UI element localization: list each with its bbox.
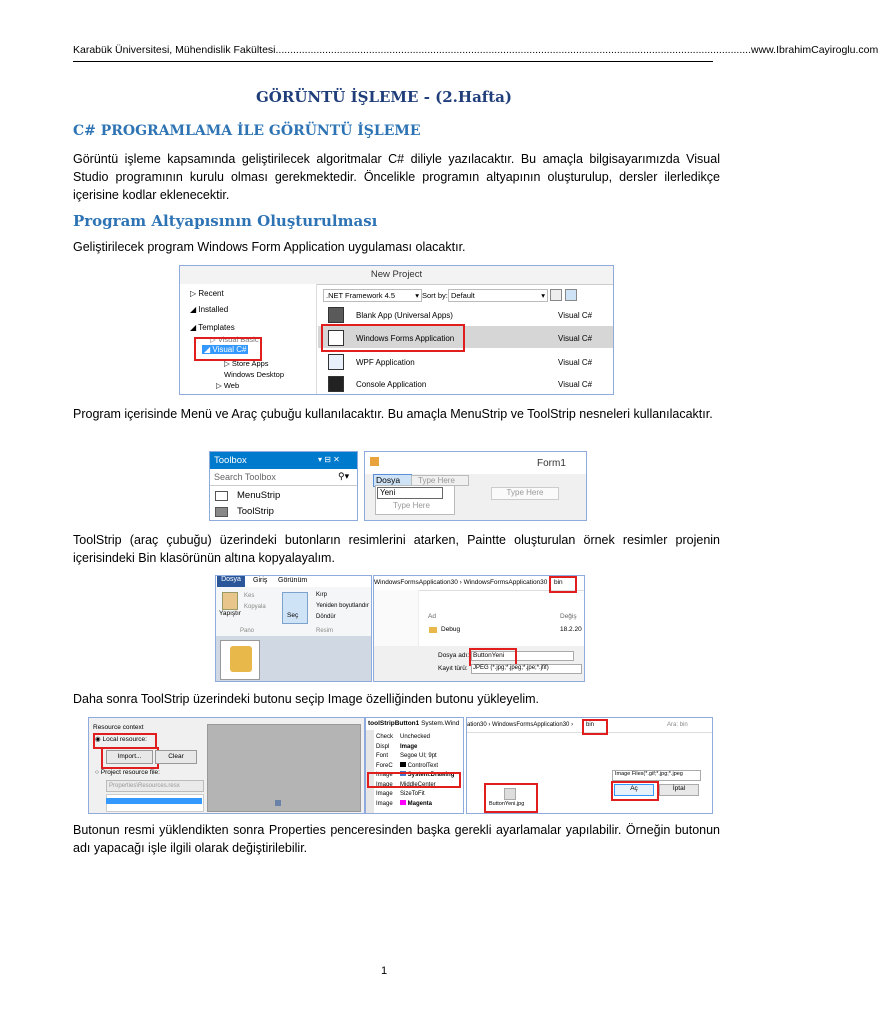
open-button[interactable]: Aç (614, 784, 654, 796)
crop-label[interactable]: Kırp (316, 592, 328, 598)
toolstrip-type-here[interactable]: Type Here (491, 487, 559, 500)
group-image: Resim (316, 628, 334, 634)
template-lang: Visual C# (558, 380, 593, 389)
open-breadcrumb-bin[interactable]: bin (586, 722, 595, 728)
property-row[interactable]: Displ Image (376, 743, 418, 750)
cancel-button[interactable]: İptal (659, 784, 699, 796)
tree-item-windows-desktop[interactable]: Windows Desktop (224, 370, 285, 379)
folder-date: 18.2.20 (560, 626, 582, 633)
file-type-select[interactable]: JPEG (*.jpg;*.jpeg;*.jpe;*.jfif) (471, 664, 582, 674)
paint-tab-gorunum[interactable]: Görünüm (278, 577, 308, 584)
property-row[interactable]: ForeC ControlText (376, 762, 439, 769)
para-5: Butonun resmi yüklendikten sonra Properties penceresinden başka gerekli ayarlamalar yapılabilir. Örneğin butonun adı yapacağı işle ilgili olarak değiştirilebilir. (73, 823, 720, 855)
toolbox-item-toolstrip[interactable]: ToolStrip (237, 506, 274, 517)
breadcrumb[interactable]: WindowsFormsApplication30 › WindowsFormsApplication30 › (374, 579, 552, 586)
page-number: 1 (380, 965, 388, 977)
sort-select[interactable]: Default ▾ (448, 289, 548, 302)
highlight-bin (549, 576, 577, 593)
figure-properties (365, 717, 464, 814)
toolbox-search[interactable]: Search Toolbox (214, 472, 276, 482)
form-title: Form1 (537, 458, 566, 469)
menu-dosya[interactable]: Dosya (373, 474, 412, 487)
select-button[interactable] (282, 592, 308, 624)
paste-icon[interactable] (222, 592, 238, 610)
preview-icon (275, 800, 281, 806)
section1-heading: C# PROGRAMLAMA İLE GÖRÜNTÜ İŞLEME (73, 123, 421, 139)
property-row[interactable]: Image Magenta (376, 800, 433, 807)
wpf-icon (328, 354, 344, 370)
header-rule (73, 61, 713, 62)
file-type-label: Kayıt türü: (438, 665, 468, 672)
col-date[interactable]: Değiş (560, 613, 577, 620)
resize-label[interactable]: Yeniden boyutlandır (316, 603, 369, 609)
project-resource-radio[interactable]: ○ Project resource file: (95, 769, 160, 776)
header-left: Karabük Üniversitesi, Mühendislik Fakültesi (73, 44, 276, 56)
tree-item-web[interactable]: ▷ Web (216, 381, 240, 390)
prop-header-name: toolStripButton1 (368, 720, 420, 727)
window-title: New Project (370, 269, 423, 280)
resource-list-item[interactable] (106, 798, 202, 804)
page-title: GÖRÜNTÜ İŞLEME - (2.Hafta) (256, 88, 512, 106)
rotate-label[interactable]: Döndür (316, 614, 336, 620)
tree-item-recent[interactable]: ▷ Recent (190, 289, 224, 298)
highlight-windows-forms (321, 324, 465, 352)
para-3: ToolStrip (araç çubuğu) üzerindeki butonların resimlerini atarken, Paintte oluşturulan örnek resimler projenin içerisindeki Bin klasörünün altına kopyalayalım. (73, 533, 720, 565)
section1-text: Görüntü işleme kapsamında geliştirilecek algoritmalar C# diliyle yazılacaktır. Bu amaçla bilgisayarımızda Visual Studio programının kurulu olması gerekmektedir. Öncelikle programın altyapının oluşturulup, dersler ilerledikçe içerisine kodlar eklenecektir. (73, 152, 720, 202)
framework-select[interactable]: .NET Framework 4.5 ▾ (323, 289, 422, 302)
template-blank-app[interactable]: Blank App (Universal Apps) (356, 311, 453, 320)
toolbox-controls-icon[interactable]: ▾ ⊟ ✕ (318, 455, 340, 464)
figure-paint (215, 575, 372, 682)
highlight-open-bin (582, 719, 608, 735)
console-icon (328, 376, 344, 392)
template-console[interactable]: Console Application (356, 380, 427, 389)
open-search[interactable]: Ara: bin (667, 722, 688, 728)
folder-icon (429, 627, 437, 633)
menu-item-yeni[interactable]: Yeni (377, 487, 443, 499)
resource-context-label: Resource context (93, 724, 144, 731)
import-button[interactable]: Import... (106, 750, 153, 764)
page-header (73, 44, 878, 56)
property-row[interactable]: Image MiddleCenter (376, 781, 436, 788)
folder-refresh-icon (230, 646, 252, 672)
property-row[interactable]: Check Unchecked (376, 734, 431, 740)
open-filter-select[interactable]: Image Files(*.gif;*.jpg;*.jpeg (612, 770, 701, 781)
template-windows-forms[interactable]: Windows Forms Application (356, 334, 455, 343)
figure-new-project (179, 265, 614, 395)
figure-form1 (364, 451, 587, 521)
paint-tab-giris[interactable]: Giriş (253, 577, 268, 584)
image-preview (207, 724, 361, 812)
figure-toolbox (209, 451, 358, 521)
property-row[interactable]: Image System.Drawing (376, 772, 455, 778)
tree-item-visual-basic[interactable]: ▷ Visual Basic (210, 335, 259, 344)
file-thumbnail-label[interactable]: ButtonYeni.jpg (489, 801, 525, 807)
form-app-icon (370, 457, 379, 466)
toolbox-title: Toolbox (214, 455, 247, 466)
breadcrumb-bin[interactable]: bin (554, 579, 563, 586)
open-breadcrumb[interactable]: ation30 › WindowsFormsApplication30 › (467, 722, 574, 728)
para-4: Daha sonra ToolStrip üzerindeki butonu seçip Image özelliğinden butonu yükleyelim. (73, 692, 540, 706)
paint-tab-dosya[interactable]: Dosya (217, 576, 245, 587)
resource-file-select[interactable]: Properties\Resources.resx (106, 780, 204, 792)
header-right: www.IbrahimCayiroglu.com (751, 44, 878, 56)
search-icon[interactable]: ⚲▾ (338, 471, 350, 481)
figure-resource-dialog (88, 717, 365, 814)
highlight-image-property (367, 772, 461, 788)
blank-app-icon (328, 307, 344, 323)
template-wpf[interactable]: WPF Application (356, 358, 415, 367)
template-lang: Visual C# (558, 311, 593, 320)
highlight-import (101, 747, 159, 769)
list-view-icon[interactable] (565, 289, 577, 301)
select-label: Seç (287, 612, 299, 619)
property-row[interactable]: Image SizeToFit (376, 791, 425, 797)
copy-label[interactable]: Kopyala (244, 604, 266, 610)
para-2: Program içerisinde Menü ve Araç çubuğu kullanılacaktır. Bu amaçla MenuStrip ve ToolStrip nesneleri kullanılacaktır. (73, 407, 713, 421)
group-clipboard: Pano (240, 628, 255, 634)
figure-explorer-save (373, 575, 585, 682)
highlight-visual-csharp (194, 337, 262, 361)
cut-label[interactable]: Kes (244, 593, 255, 599)
highlight-file-thumbnail (484, 783, 538, 813)
file-name-input[interactable]: ButtonYeni (471, 651, 574, 661)
template-lang: Visual C# (558, 358, 593, 367)
highlight-open-button (611, 781, 659, 801)
paste-label[interactable]: Yapıştır (219, 610, 241, 617)
para-1: Geliştirilecek program Windows Form Application uygulaması olacaktır. (73, 240, 466, 254)
col-name[interactable]: Ad (428, 613, 436, 620)
template-lang: Visual C# (558, 334, 593, 343)
sort-label: Sort by: (422, 291, 448, 300)
grid-view-icon[interactable] (550, 289, 562, 301)
tree-item-store-apps[interactable]: ▷ Store Apps (224, 359, 269, 368)
prop-header-type: System.Wind (421, 720, 460, 727)
local-resource-radio[interactable]: ◉ Local resource: (95, 736, 147, 743)
toolbox-item-menustrip[interactable]: MenuStrip (237, 490, 281, 501)
menustrip-icon (215, 491, 228, 501)
section2-heading: Program Altyapısının Oluşturulması (73, 212, 378, 230)
file-name-label: Dosya adı: (438, 652, 470, 659)
tree-item-installed[interactable]: ◢ Installed (190, 305, 229, 314)
tree-item-visual-csharp[interactable]: ◢ Visual C# (204, 345, 247, 354)
property-row[interactable]: Font Segoe UI; 9pt (376, 753, 437, 759)
property-list (376, 733, 454, 809)
header-dots: ................................................................................................................................................................... (275, 44, 752, 56)
folder-debug[interactable]: Debug (441, 626, 461, 633)
menu-type-here[interactable]: Type Here (411, 475, 469, 486)
figure-open-dialog (466, 717, 713, 814)
submenu-type-here[interactable]: Type Here (393, 501, 430, 510)
toolstrip-icon (215, 507, 228, 517)
tree-item-templates[interactable]: ◢ Templates (190, 323, 235, 332)
clear-button[interactable]: Clear (155, 750, 197, 764)
